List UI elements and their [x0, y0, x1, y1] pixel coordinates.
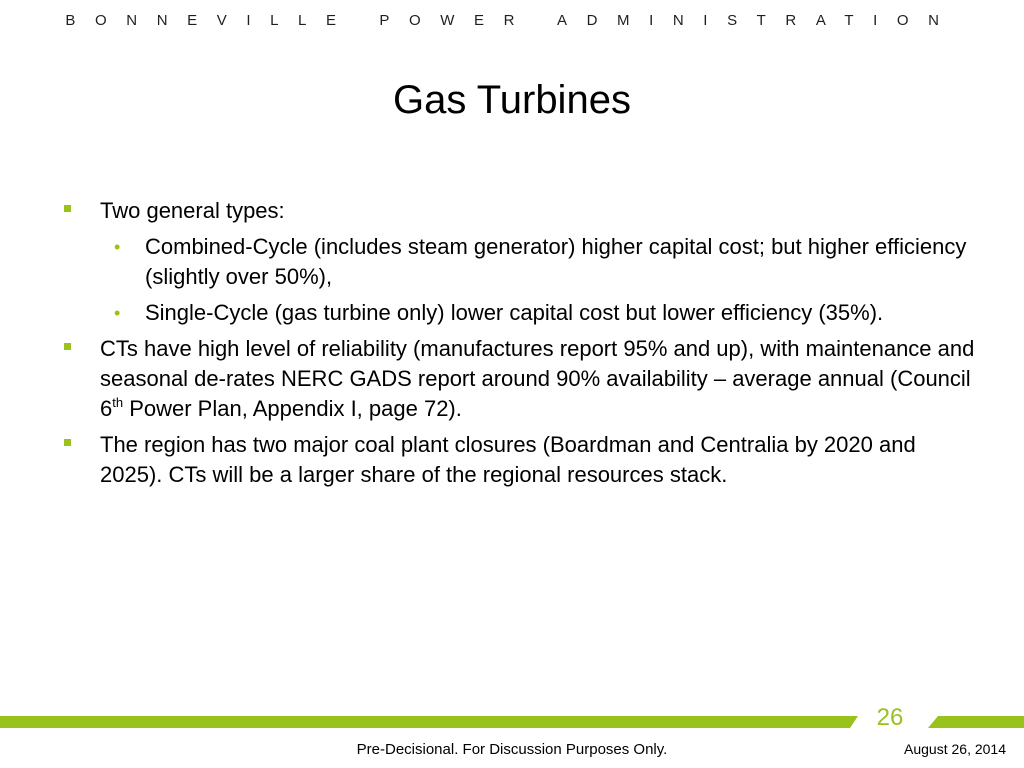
footer-date: August 26, 2014: [904, 741, 1006, 757]
stripe-left-segment: [0, 716, 858, 728]
dot-bullet-icon: •: [114, 303, 121, 323]
bullet-item: [56, 430, 976, 490]
superscript: th: [112, 395, 124, 410]
organization-header: BONNEVILLE POWER ADMINISTRATION: [65, 12, 959, 29]
bullet-text-part: CTs have high level of reliability (manufactures report 95% and up), with maintenance and seasonal de-rates NERC GADS report around 90% availability – average annual (Council 6: [100, 336, 975, 421]
sub-bullet-item: [56, 232, 976, 292]
bullet-text: [100, 336, 974, 421]
bullet-text: The region has two major coal plant closures (Boardman and Centralia by 2020 and 2025). CTs will be a larger share of the regional resources stack.: [100, 432, 916, 487]
slide-body: [56, 196, 976, 496]
dot-bullet-icon: •: [114, 237, 121, 257]
bullet-item: [56, 196, 976, 226]
square-bullet-icon: [64, 439, 71, 446]
bullet-text: Two general types:: [100, 198, 285, 223]
footer-disclaimer: Pre-Decisional. For Discussion Purposes Only.: [356, 741, 668, 758]
sub-bullet-text: Single-Cycle (gas turbine only) lower capital cost but lower efficiency (35%).: [145, 300, 884, 325]
bullet-text-part: Power Plan, Appendix I, page 72).: [123, 396, 462, 421]
sub-bullet-text: Combined-Cycle (includes steam generator) higher capital cost; but higher efficiency (slightly over 50%),: [145, 234, 967, 289]
sub-bullet-item: [56, 298, 976, 328]
bullet-item: [56, 334, 976, 424]
page-number: 26: [876, 704, 904, 731]
slide-title: Gas Turbines: [393, 78, 631, 122]
square-bullet-icon: [64, 343, 71, 350]
square-bullet-icon: [64, 205, 71, 212]
stripe-right-segment: [928, 716, 1024, 728]
